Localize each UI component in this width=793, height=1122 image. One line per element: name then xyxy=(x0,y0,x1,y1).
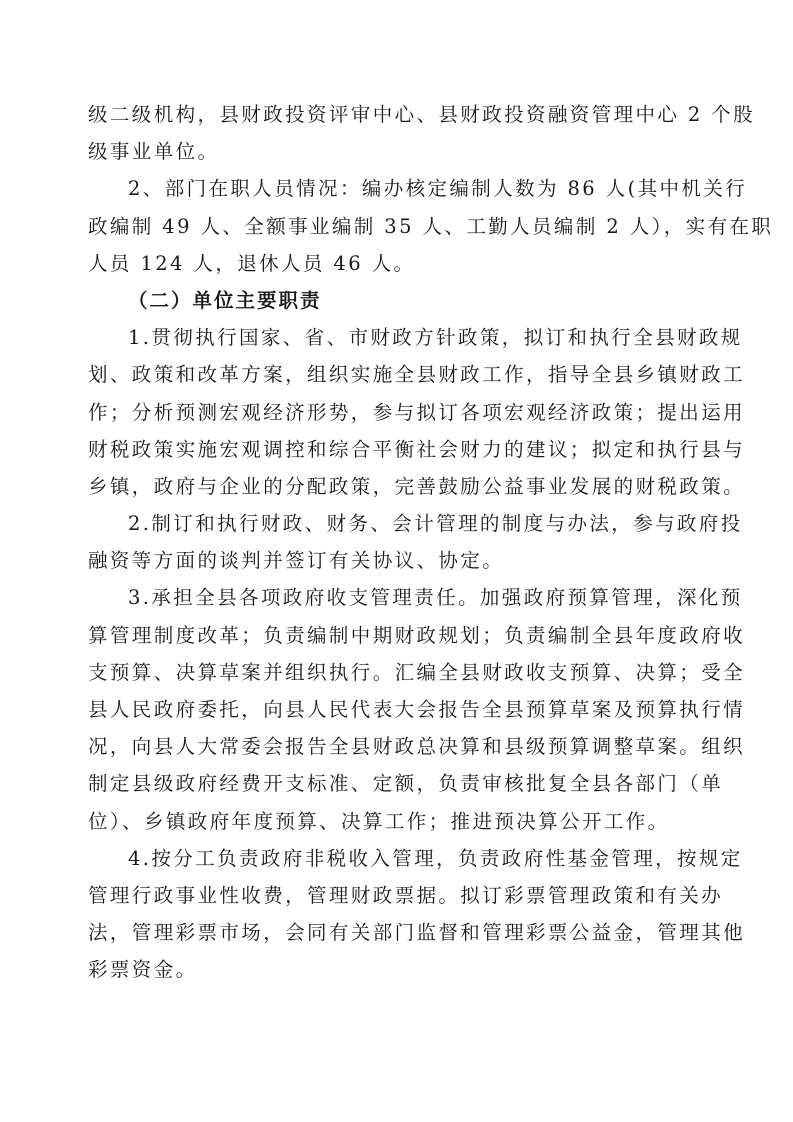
text-line: 制定县级政府经费开支标准、定额，负责审核批复全县各部门（单 xyxy=(88,772,724,796)
section-title: （二）单位主要职责 xyxy=(128,288,322,312)
document-body xyxy=(88,96,774,989)
paragraph-duty-1 xyxy=(88,319,746,505)
text-line: 作；分析预测宏观经济形势，参与拟订各项宏观经济政策；提出运用 xyxy=(88,400,746,424)
text-line: 县人民政府委托，向县人民代表大会报告全县预算草案及预算执行情 xyxy=(88,698,746,721)
text-line: 支预算、决算草案并组织执行。汇编全县财政收支预算、决算；受全 xyxy=(88,660,746,684)
text-line: 彩票资金。 xyxy=(88,958,198,982)
text-line: 融资等方面的谈判并签订有关协议、协定。 xyxy=(88,549,505,573)
text-line: 1.贯彻执行国家、省、市财政方针政策，拟订和执行全县财政规 xyxy=(128,326,743,350)
paragraph-staffing xyxy=(88,170,774,282)
text-line: 级二级机构，县财政投资评审中心、县财政投资融资管理中心 2 个股 xyxy=(88,103,756,126)
text-line: 划、政策和改革方案，组织实施全县财政工作，指导全县乡镇财政工 xyxy=(88,363,746,387)
text-line: 人员 124 人，退休人员 46 人。 xyxy=(88,251,416,275)
text-line: 位）、乡镇政府年度预算、决算工作；推进预决算公开工作。 xyxy=(88,809,670,833)
text-line: 乡镇，政府与企业的分配政策，完善鼓励公益事业发展的财税政策。 xyxy=(88,474,746,498)
text-line: 2.制订和执行财政、财务、会计管理的制度与办法，参与政府投 xyxy=(128,512,743,536)
text-line: 2、部门在职人员情况：编办核定编制人数为 86 人(其中机关行 xyxy=(128,177,748,201)
text-line: 况，向县人大常委会报告全县财政总决算和县级预算调整草案。组织 xyxy=(88,735,746,759)
text-line: 级事业单位。 xyxy=(88,140,220,164)
text-line: 4.按分工负责政府非税收入管理，负责政府性基金管理，按规定 xyxy=(128,846,743,870)
paragraph-org-structure xyxy=(88,96,756,170)
text-line: 法，管理彩票市场，会同有关部门监督和管理彩票公益金，管理其他 xyxy=(88,921,746,945)
text-line: 财税政策实施宏观调控和综合平衡社会财力的建议；拟定和执行县与 xyxy=(88,437,746,461)
text-line: 管理行政事业性收费，管理财政票据。拟订彩票管理政策和有关办 xyxy=(88,883,724,907)
text-line: 政编制 49 人、全额事业编制 35 人、工勤人员编制 2 人），实有在职 xyxy=(88,214,774,238)
paragraph-duty-2 xyxy=(88,505,743,579)
text-line: 3.承担全县各项政府收支管理责任。加强政府预算管理，深化预 xyxy=(128,586,743,610)
paragraph-duty-4 xyxy=(88,840,746,989)
text-line: 算管理制度改革；负责编制中期财政规划；负责编制全县年度政府收 xyxy=(88,623,746,647)
section-heading xyxy=(88,282,718,319)
paragraph-duty-3 xyxy=(88,579,746,839)
